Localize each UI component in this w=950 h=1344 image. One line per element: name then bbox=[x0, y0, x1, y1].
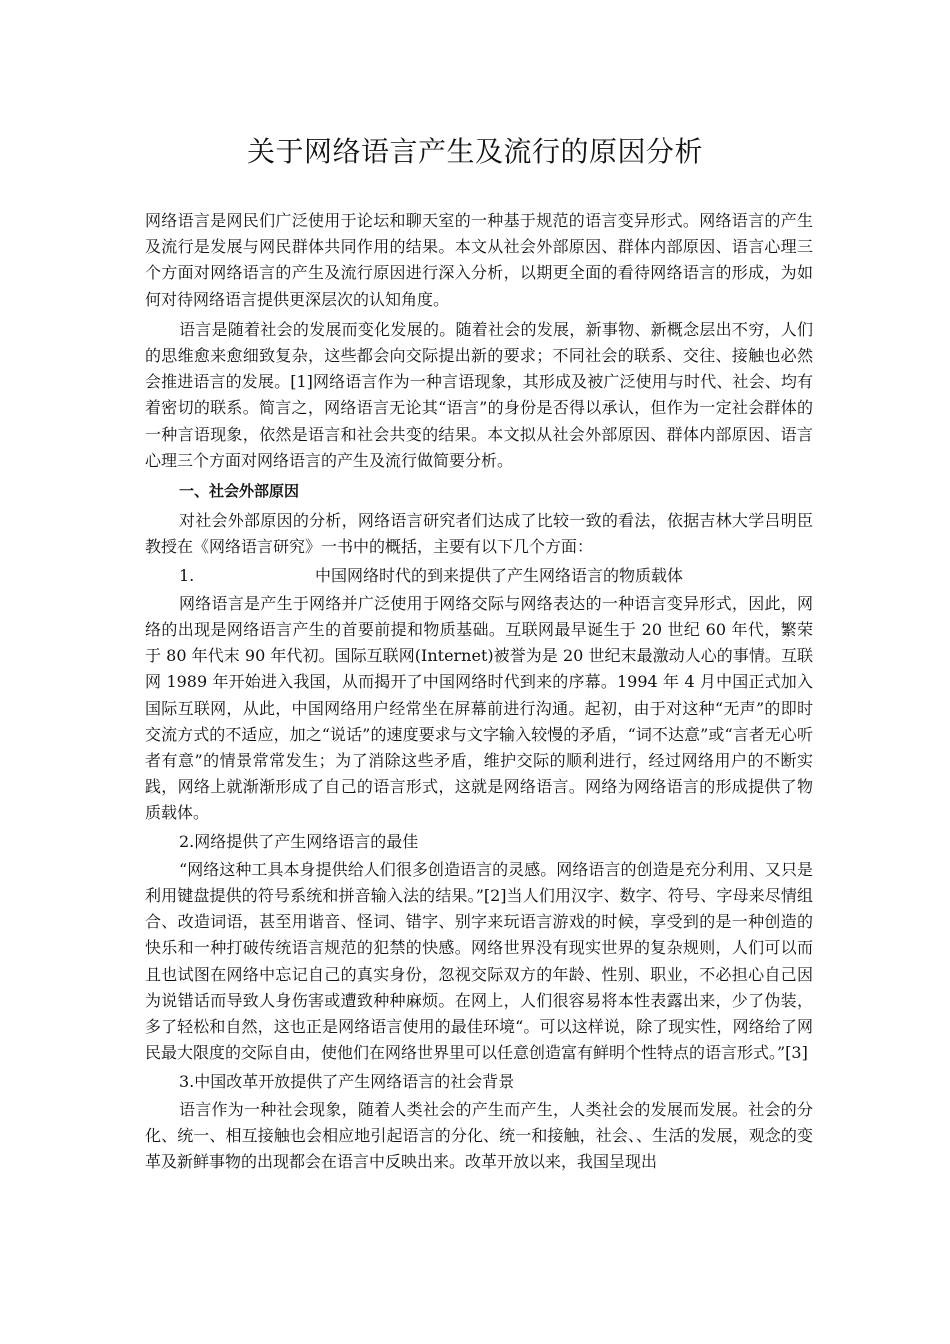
abstract-paragraph: 网络语言是网民们广泛使用于论坛和聊天室的一种基于规范的语言变异形式。网络语言的产生及流行是发展与网民群体共同作用的结果。本文从社会外部原因、群体内部原因、语言心理三个方面对网络语言的产生及流行原因进行深入分析，以期更全面的看待网络语言的形成，为如何对待网络语言提供更深层次的认知角度。 bbox=[145, 211, 813, 309]
subsection1-heading bbox=[145, 563, 813, 589]
intro-paragraph: 语言是随着社会的发展而变化发展的。随着社会的发展，新事物、新概念层出不穷，人们的思维愈来愈细致复杂，这些都会向交际提出新的要求；不同社会的联系、交往、接触也必然会推进语言的发展。[1]网络语言作为一种言语现象，其形成及被广泛使用与时代、社会、均有着密切的联系。简言之，网络语言无论其“语言”的身份是否得以承认，但作为一定社会群体的一种言语现象，依然是语言和社会共变的结果。本文拟从社会外部原因、群体内部原因、语言心理三个方面对网络语言的产生及流行做简要分析。 bbox=[145, 319, 813, 470]
document-title: 关于网络语言产生及流行的原因分析 bbox=[246, 135, 703, 168]
subsection3-body: 语言作为一种社会现象，随着人类社会的产生而产生，人类社会的发展而发展。社会的分化、统一、相互接触也会相应地引起语言的分化、统一和接触，社会、、生活的发展，观念的变革及新鲜事物的出现都会在语言中反映出来。改革开放以来，我国呈现出 bbox=[145, 1099, 813, 1172]
section1-heading: 一、社会外部原因 bbox=[179, 482, 300, 501]
subsection2-heading: 2.网络提供了产生网络语言的最佳 bbox=[179, 831, 419, 851]
subsection3-heading: 3.中国改革开放提供了产生网络语言的社会背景 bbox=[179, 1071, 515, 1091]
document-body bbox=[145, 208, 813, 1175]
subsection1-body: 网络语言是产生于网络并广泛使用于网络交际与网络表达的一种语言变异形式，因此，网络的出现是网络语言产生的首要前提和物质基础。互联网最早诞生于 20 世纪 60 年代，繁荣于 80 年代末 90 年代初。国际互联网(Internet)被誉为是 20 世纪末最激动人心的事情。互联网 1989 年开始进入我国，从而揭开了中国网络时代到来的序幕。1994 年 4 月中国正式加入国际互联网，从此，中国网络用户经常坐在屏幕前进行沟通。起初，由于对这种“无声”的即时交流方式的不适应，加之“说话”的速度要求与文字输入较慢的矛盾，“词不达意”或“言者无心听者有意”的情景常常发生；为了消除这些矛盾，维护交际的顺利进行，经过网络用户的不断实践，网络上就渐渐形成了自己的语言形式，这就是网络语言。网络为网络语言的形成提供了物质载体。 bbox=[145, 593, 813, 823]
subsection1-number: 1. bbox=[179, 565, 195, 585]
subsection2-body: “网络这种工具本身提供给人们很多创造语言的灵感。网络语言的创造是充分利用、又只是利用键盘提供的符号系统和拼音输入法的结果。”[2]当人们用汉字、数字、符号、字母来尽情组合、改造词语，甚至用谐音、怪词、错字、别字来玩语言游戏的时候，享受到的是一种创造的快乐和一种打破传统语言规范的犯禁的快感。网络世界没有现实世界的复杂规则，人们可以而且也试图在网络中忘记自己的真实身份，忽视交际双方的年龄、性别、职业，不必担心自己因为说错话而导致人身伤害或遭致种种麻烦。在网上，人们很容易将本性表露出来，少了伪装，多了轻松和自然，这也正是网络语言使用的最佳环境“。可以这样说，除了现实性，网络给了网民最大限度的交际自由，使他们在网络世界里可以任意创造富有鲜明个性特点的语言形式。”[3] bbox=[145, 859, 813, 1063]
subsection1-title: 中国网络时代的到来提供了产生网络语言的物质载体 bbox=[315, 565, 684, 585]
section1-intro-paragraph: 对社会外部原因的分析，网络语言研究者们达成了比较一致的看法，依据吉林大学吕明臣教授在《网络语言研究》一书中的概括，主要有以下几个方面： bbox=[145, 511, 813, 557]
